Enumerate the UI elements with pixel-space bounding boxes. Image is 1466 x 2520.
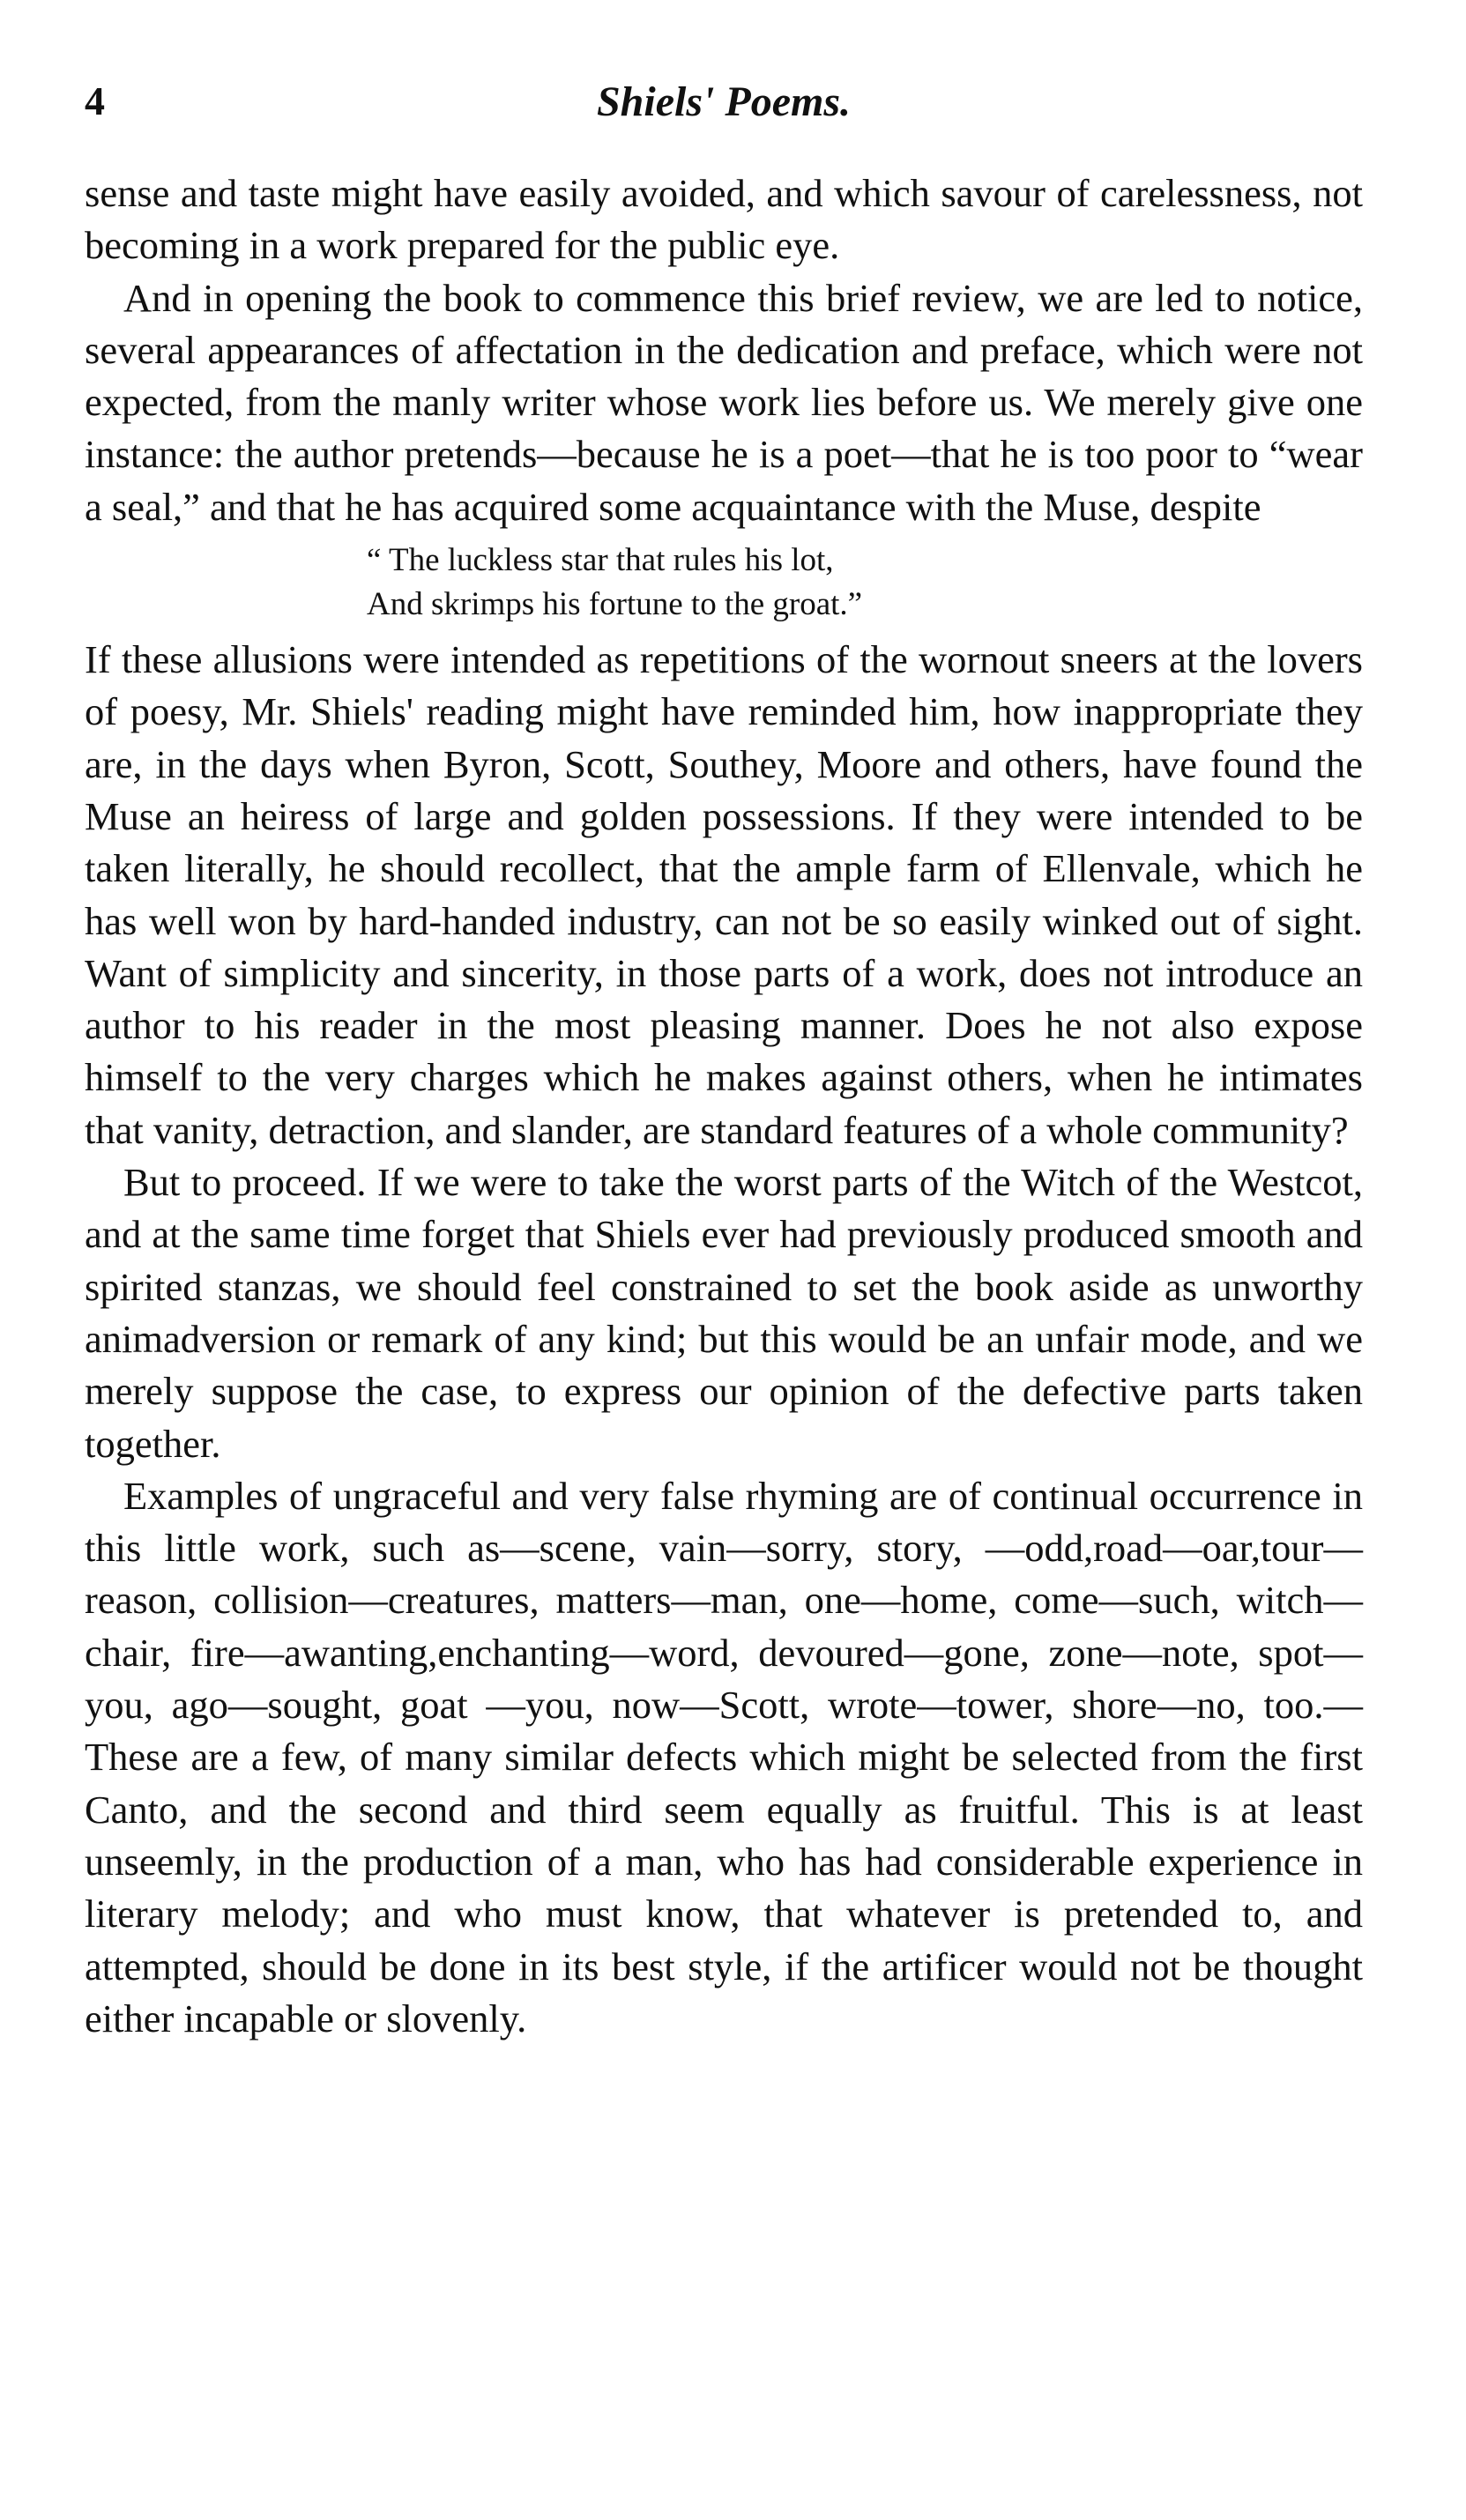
paragraph-rhyming: Examples of ungraceful and very false rhyming are of continual occurrence in this little work, such as—scene, vain—sorry, story, —odd,road—oar,tour—reason, collision—creatures, matters—man, one—home, come—such, witch—chair, fire—awanting,enchanting—word, devoured—gone, zone—note, spot—you, ago—sought, goat —you, now—Scott, wrote—tower, shore—no, too.—These are a few, of many similar defects which might be selected from the first Canto, and the second and third seem equally as fruitful. This is at least unseemly, in the production of a man, who has had considerable experience in literary melody; and who must know, that whatever is pretended to, and attempted, should be done in its best style, if the artificer would not be thought either incapable or slovenly. [85, 1473, 1363, 2041]
verse-line-1: “ The luckless star that rules his lot, [367, 542, 834, 579]
paragraph-continuation: sense and taste might have easily avoided, and which savour of carelessness, not becoming in a work prepared for the public eye. [85, 171, 1363, 268]
running-title: Shiels' Poems. [596, 78, 852, 125]
body-text [85, 167, 1363, 2045]
paragraph-proceed: But to proceed. If we were to take the worst parts of the Witch of the Westcot, and at the same time forget that Shiels ever had previously produced smooth and spirited stanzas, we should feel constrained to set the book aside as unworthy animadversion or remark of any kind; but this would be an unfair mode, and we merely suppose the case, to express our opinion of the defective parts taken together. [85, 1160, 1363, 1466]
verse-line-2: And skrimps his fortune to the groat.” [367, 586, 863, 623]
paragraph-affectation: And in opening the book to commence this brief review, we are led to notice, several appearances of affectation in the dedication and preface, which were not expected, from the manly writer whose work lies before us. We merely give one instance: the author pretends—because he is a poet—that he is too poor to “wear a seal,” and that he has acquired some acquaintance with the Muse, despite [85, 275, 1363, 529]
page-number: 4 [85, 78, 105, 123]
paragraph-allusions: If these allusions were intended as repetitions of the wornout sneers at the lovers of poesy, Mr. Shiels' reading might have reminded him, how inappropriate they are, in the days when Byron, Scott, Southey, Moore and others, have found the Muse an heiress of large and golden possessions. If they were intended to be taken literally, he should recollect, that the ample farm of Ellenvale, which he has well won by hard-handed industry, can not be so easily winked out of sight. Want of simplicity and sincerity, in those parts of a work, does not introduce an author to his reader in the most pleasing manner. Does he not also expose himself to the very charges which he makes against others, when he intimates that vanity, detraction, and slander, are standard features of a whole community? [85, 637, 1363, 1152]
page-header [85, 78, 1363, 139]
verse-quote [85, 539, 1363, 627]
